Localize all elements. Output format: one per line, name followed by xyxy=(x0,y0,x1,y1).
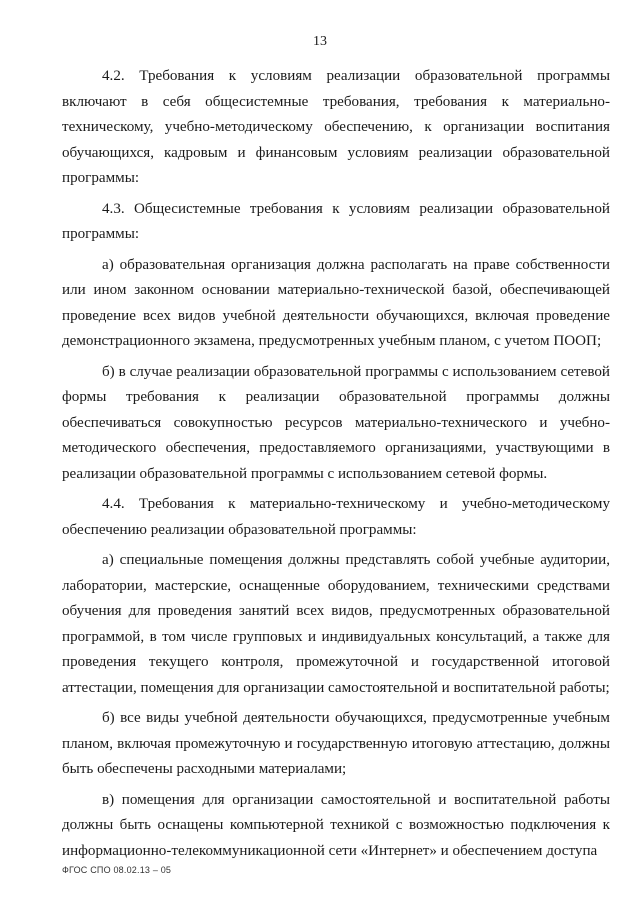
paragraph-4-4-v: в) помещения для организации самостоятельной и воспитательной работы должны быть оснащены компьютерной техникой с возможностью подключения к информационно-телекоммуникационной сети «Интернет» и обеспечением доступа xyxy=(62,791,610,859)
paragraph-4-4: 4.4. Требования к материально-техническому и учебно-методическому обеспечению реализации образовательной программы: xyxy=(62,496,610,538)
paragraph-4-3: 4.3. Общесистемные требования к условиям реализации образовательной программы: xyxy=(62,200,610,242)
document-body xyxy=(62,64,610,864)
paragraph-4-2: 4.2. Требования к условиям реализации образовательной программы включают в себя общесистемные требования, требования к материально-техническому, учебно-методическому обеспечению, к организации воспитания обучающихся, кадровым и финансовым условиям реализации образовательной программы: xyxy=(62,68,610,186)
page-number: 13 xyxy=(313,34,327,49)
footer-document-code: ФГОС СПО 08.02.13 – 05 xyxy=(62,865,172,875)
paragraph-4-3-a: а) образовательная организация должна располагать на праве собственности или ином законном основании материально-технической базой, обеспечивающей проведение всех видов учебной деятельности обучающихся, включая проведение демонстрационного экзамена, предусмотренных учебным планом, с учетом ПООП; xyxy=(62,256,610,349)
paragraph-4-3-b: б) в случае реализации образовательной программы с использованием сетевой формы требования к реализации образовательной программы должны обеспечиваться совокупностью ресурсов материально-технического и учебно-методического обеспечения, предоставляемого организациями, участвующими в реализации образовательной программы с использованием сетевой формы. xyxy=(62,363,610,482)
paragraph-4-4-a: а) специальные помещения должны представлять собой учебные аудитории, лаборатории, мастерские, оснащенные оборудованием, техническими средствами обучения для проведения занятий всех видов, предусмотренных образовательной программой, в том числе групповых и индивидуальных консультаций, а также для проведения текущего контроля, промежуточной и государственной итоговой аттестации, помещения для организации самостоятельной и воспитательной работы; xyxy=(62,552,610,696)
paragraph-4-4-b: б) все виды учебной деятельности обучающихся, предусмотренные учебным планом, включая промежуточную и государственную итоговую аттестацию, должны быть обеспечены расходными материалами; xyxy=(62,710,610,777)
